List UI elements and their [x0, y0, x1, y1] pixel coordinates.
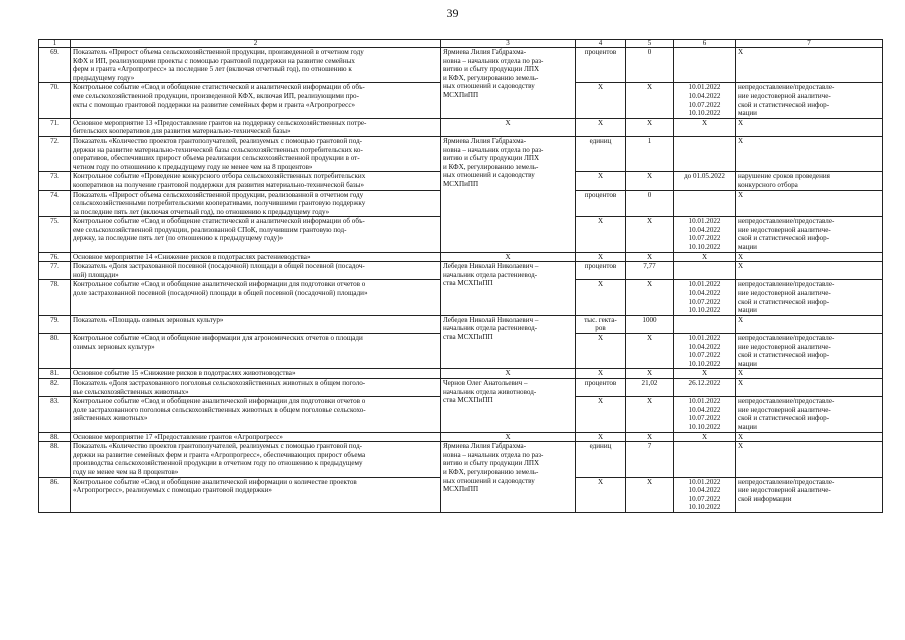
event-description-cell: Контрольное событие «Свод и обобщение аналитической информации для подготовки отчетов о доле застрахованного поголовья сельскохозяйственных животных в общем поголовье сельскохо- зяйственных животных»	[71, 397, 441, 432]
unit-cell: X	[576, 280, 626, 315]
unit-cell: X	[576, 118, 626, 136]
responsible-cell: Лебедев Николай Николаевич – начальник отдела растениевод- ства МСХПиПП	[441, 262, 576, 316]
responsible-cell: Ярмиева Лилия Габдрахма- новна – начальник отдела по раз- витию и сбыту продукции ЛПХ и КФХ, регулированию земель- ных отношений и садоводству МСХПиПП	[441, 442, 576, 513]
header-cell: 4	[576, 40, 626, 48]
note-cell: X	[736, 378, 883, 396]
responsible-cell: X	[441, 369, 576, 379]
event-description-cell: Показатель «Доля застрахованной посевной (посадочной) площади в общей посевной (посадоч- ной) площади»	[71, 262, 441, 280]
event-description-cell: Контрольное событие «Свод и обобщение статистической и аналитической информации об объ- еме сельскохозяйственной продукции, реализованной СПоК, получившим грантовую под- держку, за последние пять лет (по отношению к предыдущему году)»	[71, 217, 441, 252]
row-number-cell: 75.	[39, 217, 71, 252]
control-events-table	[38, 39, 883, 513]
row-number-cell: 78.	[39, 280, 71, 315]
row-number-cell: 88.	[39, 432, 71, 442]
value-cell: X	[626, 280, 674, 315]
unit-cell: X	[576, 397, 626, 432]
note-cell: X	[736, 252, 883, 262]
value-cell: 21,02	[626, 378, 674, 396]
event-description-cell: Показатель «Площадь озимых зерновых культур»	[71, 315, 441, 333]
responsible-cell: Чернов Олег Анатольевич – начальник отдела животновод- ства МСХПиПП	[441, 378, 576, 432]
date-cell: 10.01.2022 10.04.2022 10.07.2022 10.10.2022	[674, 217, 736, 252]
responsible-cell: X	[441, 432, 576, 442]
note-cell: X	[736, 118, 883, 136]
note-cell: X	[736, 315, 883, 333]
unit-cell: единиц	[576, 442, 626, 477]
event-description-cell: Основное мероприятие 17 «Предоставление грантов «Агропрогресс»	[71, 432, 441, 442]
note-cell: непредоставление/предоставле- ние недостоверной аналитиче- ской информации	[736, 477, 883, 512]
date-cell: до 01.05.2022	[674, 172, 736, 190]
event-description-cell: Показатель «Доля застрахованного поголовья сельскохозяйственных животных в общем поголо- вье сельскохозяйственных животных»	[71, 378, 441, 396]
row-number-cell: 86.	[39, 477, 71, 512]
date-cell: X	[674, 369, 736, 379]
row-number-cell: 77.	[39, 262, 71, 280]
row-number-cell: 83.	[39, 397, 71, 432]
header-cell: 5	[626, 40, 674, 48]
row-number-cell: 72.	[39, 136, 71, 171]
note-cell: нарушение сроков проведения конкурсного отбора	[736, 172, 883, 190]
event-description-cell: Основное событие 15 «Снижение рисков в подотраслях животноводства»	[71, 369, 441, 379]
row-number-cell: 82.	[39, 378, 71, 396]
unit-cell: X	[576, 217, 626, 252]
header-cell: 6	[674, 40, 736, 48]
event-description-cell: Показатель «Прирост объема сельскохозяйственной продукции, произведенной в отчетном году КФХ и ИП, реализующими проекты с помощью грантовой поддержки на развитие семейных ферм и гранта «Агропрогресс» за последние 5 лет (включая отчетный год), по отношению к предыдущему году»	[71, 48, 441, 83]
value-cell: 1000	[626, 315, 674, 333]
value-cell: 7,77	[626, 262, 674, 280]
note-cell: X	[736, 48, 883, 83]
row-number-cell: 69.	[39, 48, 71, 83]
header-cell: 2	[71, 40, 441, 48]
event-description-cell: Контрольное событие «Проведение конкурсного отбора сельскохозяйственных потребительских кооперативов на получение грантовой поддержки для развития материально-технической базы»	[71, 172, 441, 190]
value-cell: X	[626, 397, 674, 432]
responsible-cell: Ярмиева Лилия Габдрахма- новна – начальник отдела по раз- витию и сбыту продукции ЛПХ и КФХ, регулированию земель- ных отношений и садоводству МСХПиПП	[441, 136, 576, 252]
unit-cell: X	[576, 432, 626, 442]
unit-cell: X	[576, 252, 626, 262]
unit-cell: тыс. гекта- ров	[576, 315, 626, 333]
date-cell: X	[674, 118, 736, 136]
table-row	[39, 136, 883, 171]
date-cell	[674, 136, 736, 171]
row-number-cell: 88.	[39, 442, 71, 477]
note-cell: X	[736, 190, 883, 217]
responsible-cell: X	[441, 252, 576, 262]
note-cell: непредоставление/предоставле- ние недостоверной аналитиче- ской и статистической инфор- мации	[736, 83, 883, 118]
date-cell: X	[674, 252, 736, 262]
note-cell: X	[736, 432, 883, 442]
responsible-cell: Ярмиева Лилия Габдрахма- новна – начальник отдела по раз- витию и сбыту продукции ЛПХ и КФХ, регулированию земель- ных отношений и садоводству МСХПиПП	[441, 48, 576, 119]
value-cell: X	[626, 252, 674, 262]
note-cell: X	[736, 262, 883, 280]
note-cell: X	[736, 442, 883, 477]
value-cell: X	[626, 217, 674, 252]
value-cell: X	[626, 118, 674, 136]
row-number-cell: 74.	[39, 190, 71, 217]
note-cell: непредоставление/предоставле- ние недостоверной аналитиче- ской и статистической инфор- мации	[736, 217, 883, 252]
table-row	[39, 369, 883, 379]
unit-cell: процентов	[576, 262, 626, 280]
table-row	[39, 315, 883, 333]
date-cell: 10.01.2022 10.04.2022 10.07.2022 10.10.2022	[674, 397, 736, 432]
date-cell: 10.01.2022 10.04.2022 10.07.2022 10.10.2022	[674, 334, 736, 369]
date-cell: 10.01.2022 10.04.2022 10.07.2022 10.10.2022	[674, 477, 736, 512]
date-cell: 10.01.2022 10.04.2022 10.07.2022 10.10.2022	[674, 83, 736, 118]
value-cell: X	[626, 369, 674, 379]
row-number-cell: 71.	[39, 118, 71, 136]
row-number-cell: 79.	[39, 315, 71, 333]
event-description-cell: Контрольное событие «Свод и обобщение аналитической информации о количестве проектов «Агропрогресс», реализуемых с помощью грантовой поддержки»	[71, 477, 441, 512]
header-cell: 3	[441, 40, 576, 48]
row-number-cell: 81.	[39, 369, 71, 379]
header-row	[39, 40, 883, 48]
value-cell: X	[626, 432, 674, 442]
event-description-cell: Контрольное событие «Свод и обобщение аналитической информации для подготовки отчетов о доле застрахованной посевной (посадочной) площади в общей посевной (посадочной) площади»	[71, 280, 441, 315]
note-cell: X	[736, 369, 883, 379]
unit-cell: X	[576, 369, 626, 379]
unit-cell: X	[576, 172, 626, 190]
date-cell	[674, 315, 736, 333]
value-cell: 0	[626, 48, 674, 83]
event-description-cell: Основное мероприятие 14 «Снижение рисков в подотраслях растениеводства»	[71, 252, 441, 262]
value-cell: X	[626, 334, 674, 369]
event-description-cell: Основное мероприятие 13 «Предоставление грантов на поддержку сельскохозяйственных потре- бительских кооперативов для развития материально-технической базы»	[71, 118, 441, 136]
responsible-cell: Лебедев Николай Николаевич – начальник отдела растениевод- ства МСХПиПП	[441, 315, 576, 369]
note-cell: непредоставление/предоставле- ние недостоверной аналитиче- ской и статистической инфор- мации	[736, 280, 883, 315]
row-number-cell: 73.	[39, 172, 71, 190]
unit-cell: X	[576, 83, 626, 118]
table-row	[39, 378, 883, 396]
value-cell: X	[626, 172, 674, 190]
value-cell: 1	[626, 136, 674, 171]
date-cell	[674, 48, 736, 83]
value-cell: 7	[626, 442, 674, 477]
responsible-cell: X	[441, 118, 576, 136]
page-number: 39	[446, 6, 459, 20]
note-cell: непредоставление/предоставле- ние недостоверной аналитиче- ской и статистической инфор- мации	[736, 397, 883, 432]
unit-cell: процентов	[576, 378, 626, 396]
header-cell: 1	[39, 40, 71, 48]
date-cell	[674, 442, 736, 477]
event-description-cell: Контрольное событие «Свод и обобщение информации для агрономических отчетов о площади озимых зерновых культур»	[71, 334, 441, 369]
table-row	[39, 252, 883, 262]
row-number-cell: 76.	[39, 252, 71, 262]
note-cell: X	[736, 136, 883, 171]
unit-cell: единиц	[576, 136, 626, 171]
table-row	[39, 48, 883, 83]
date-cell	[674, 262, 736, 280]
note-cell: непредоставление/предоставле- ние недостоверной аналитиче- ской и статистической инфор- мации	[736, 334, 883, 369]
event-description-cell: Показатель «Количество проектов грантополучателей, реализуемых с помощью грантовой под- держки на развитие материально-технической базы сельскохозяйственных потребительских ко- оперативов, обеспечивших прирост объема реализации сельскохозяйственной продукции в от- четном году по отношению к предыдущему году не менее чем на 8 процентов»	[71, 136, 441, 171]
unit-cell: X	[576, 334, 626, 369]
value-cell: 0	[626, 190, 674, 217]
table-row	[39, 442, 883, 477]
event-description-cell: Показатель «Количество проектов грантополучателей, реализуемых с помощью грантовой под- держки на развитие семейных ферм и гранта «Агропрогресс», обеспечивающих прирост объема производства сельскохозяйственной продукции в отчетном году по отношению к предыдущему году не менее чем на 8 процентов»	[71, 442, 441, 477]
unit-cell: процентов	[576, 48, 626, 83]
header-cell: 7	[736, 40, 883, 48]
event-description-cell: Показатель «Прирост объема сельскохозяйственной продукции, реализованной в отчетном году сельскохозяйственными потребительскими кооперативами, получившими грантовую поддержку за последние пять лет (включая отчетный год), по отношению к предыдущему году»	[71, 190, 441, 217]
event-description-cell: Контрольное событие «Свод и обобщение статистической и аналитической информации об объ- еме сельскохозяйственной продукции, произведенной КФХ, включая ИП, реализующими про- екты с помощью грантовой поддержки на развитие семейных ферм и гранта «Агропрогресс»	[71, 83, 441, 118]
date-cell: 10.01.2022 10.04.2022 10.07.2022 10.10.2022	[674, 280, 736, 315]
date-cell: 26.12.2022	[674, 378, 736, 396]
table-row	[39, 262, 883, 280]
value-cell: X	[626, 477, 674, 512]
value-cell: X	[626, 83, 674, 118]
unit-cell: X	[576, 477, 626, 512]
table-row	[39, 432, 883, 442]
row-number-cell: 80.	[39, 334, 71, 369]
row-number-cell: 70.	[39, 83, 71, 118]
date-cell	[674, 190, 736, 217]
date-cell: X	[674, 432, 736, 442]
table-row	[39, 118, 883, 136]
unit-cell: процентов	[576, 190, 626, 217]
